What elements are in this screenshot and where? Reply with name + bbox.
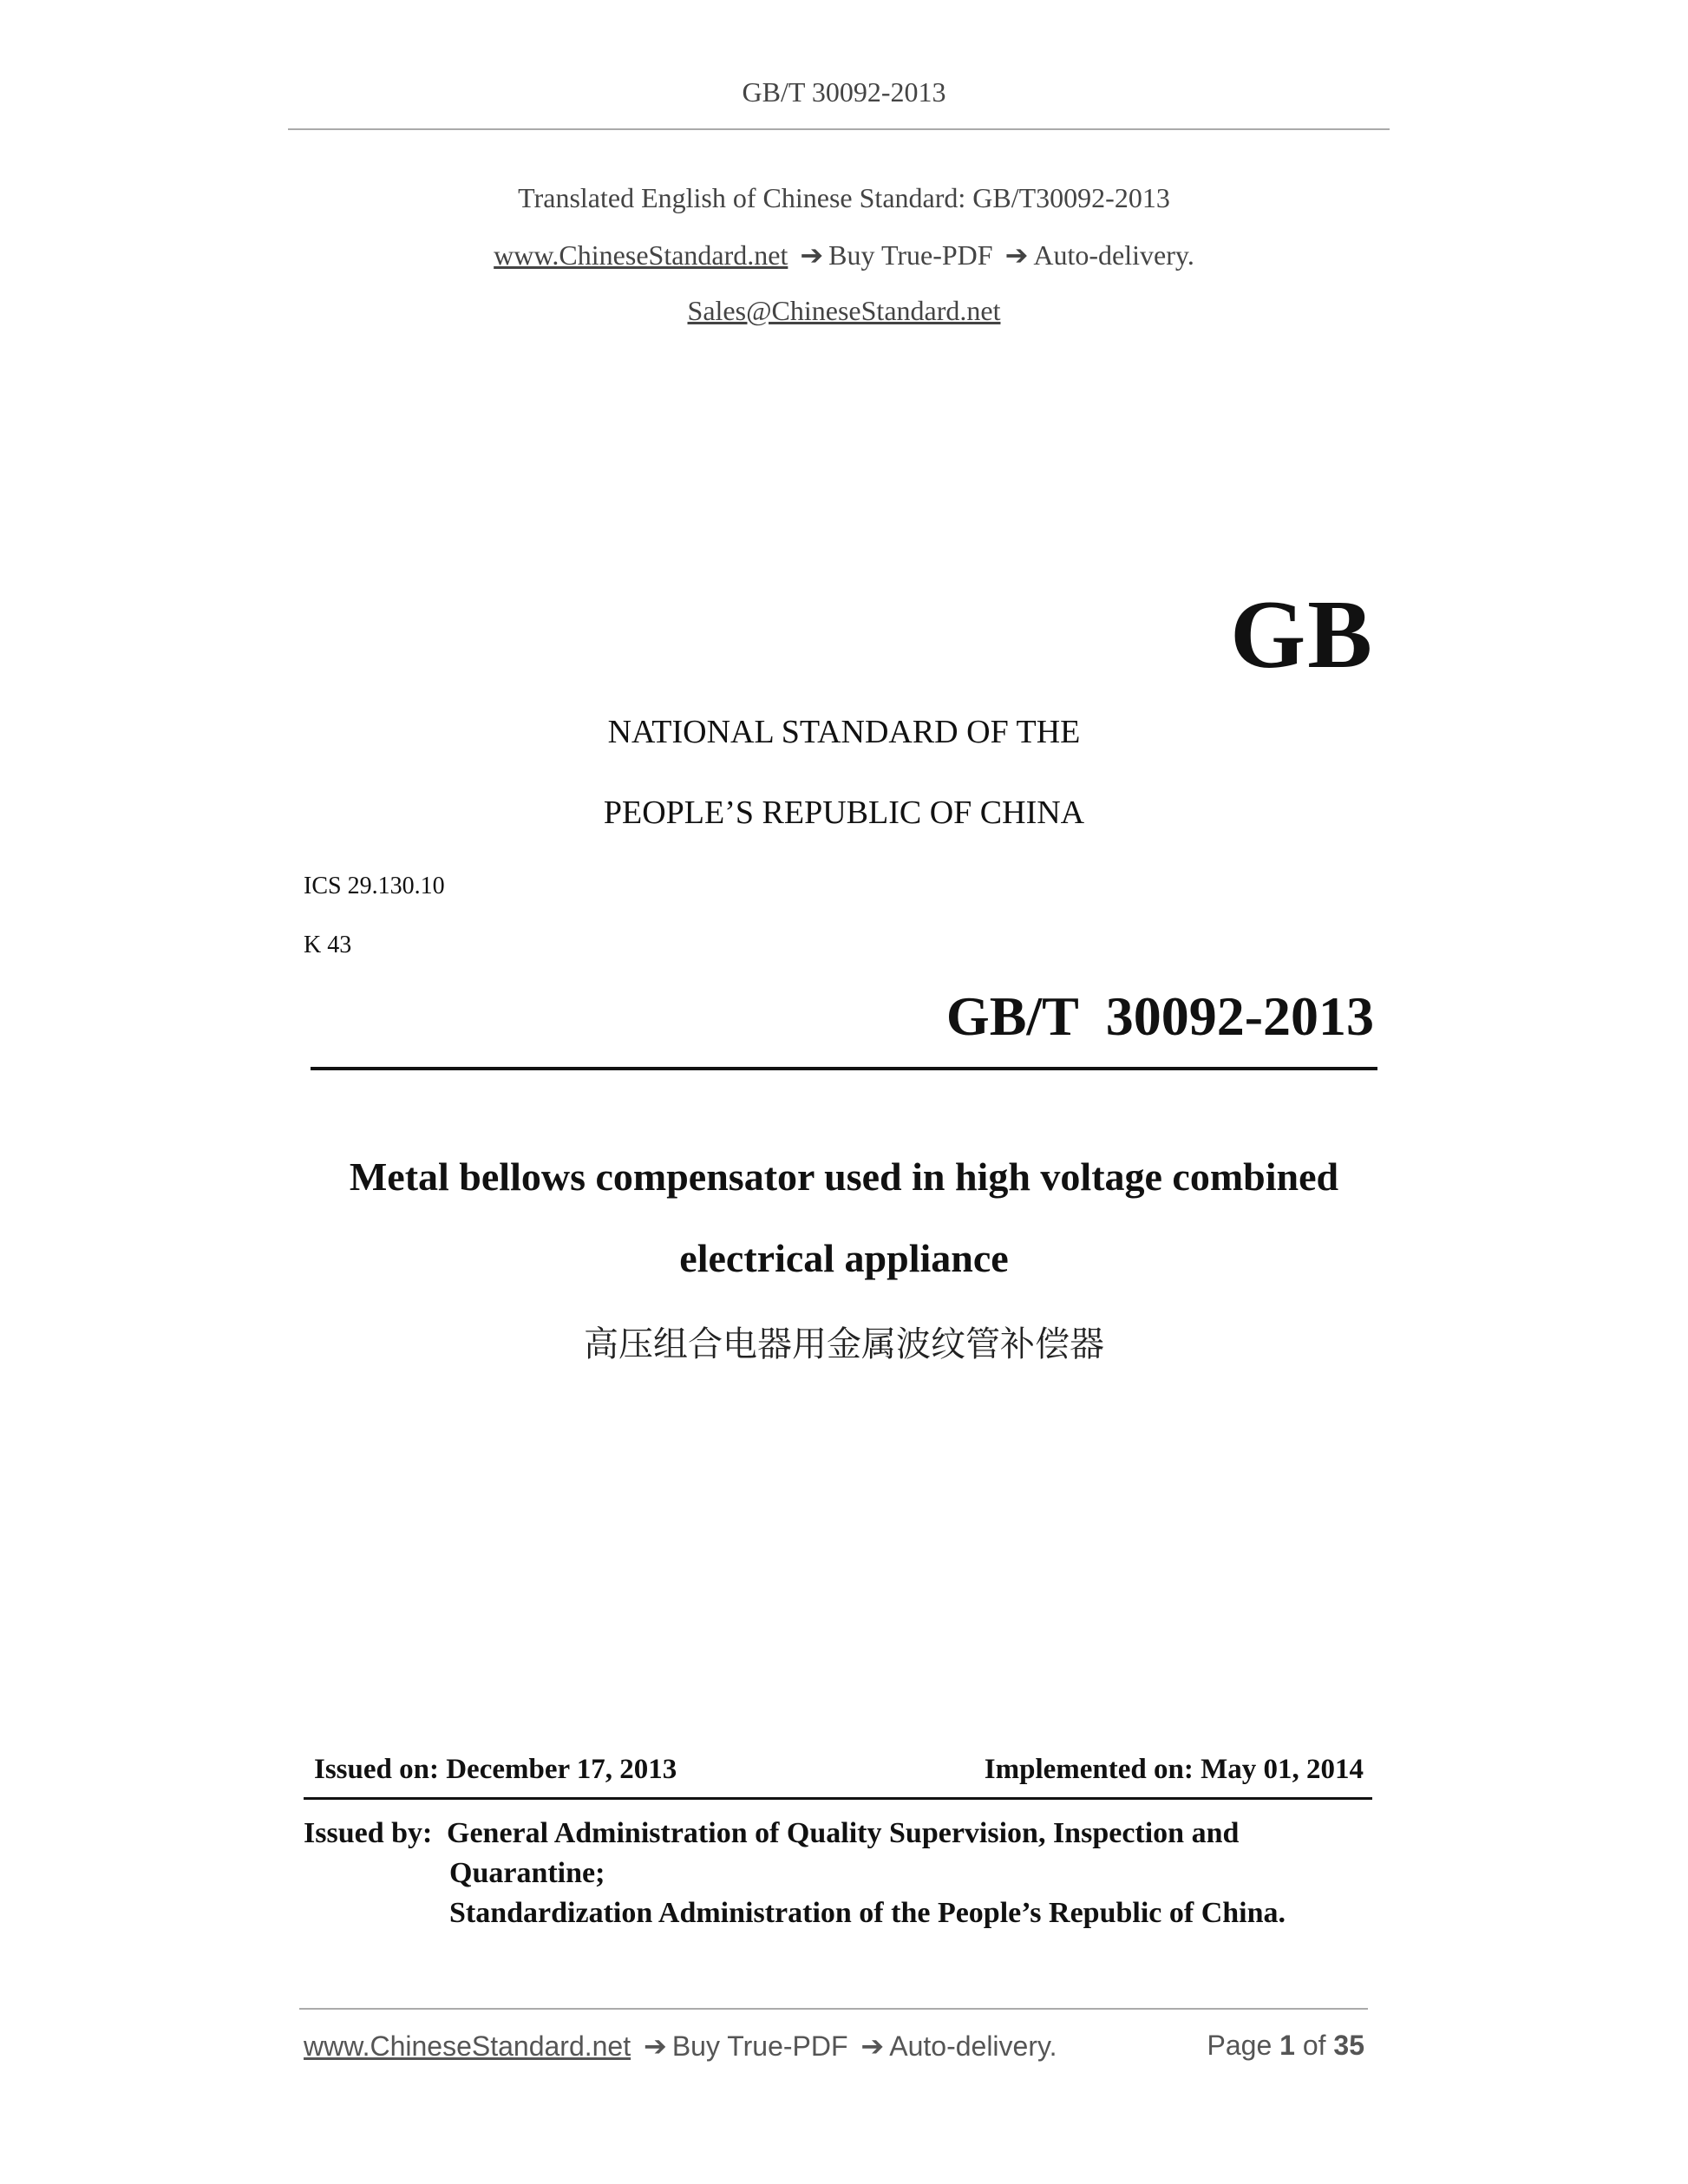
page-current: 1 bbox=[1279, 2030, 1295, 2061]
standard-code: GB/T 30092-2013 bbox=[945, 985, 1374, 1047]
header-divider bbox=[288, 128, 1390, 130]
right-arrow-icon: ➔ bbox=[860, 2030, 885, 2062]
email-link[interactable]: Sales@ChineseStandard.net bbox=[687, 295, 1001, 326]
classification-code: K 43 bbox=[304, 932, 352, 958]
issued-by-line3: Standardization Administration of the People’s Republic of China. bbox=[449, 1897, 1286, 1929]
dates-underline bbox=[304, 1797, 1372, 1800]
title-line2: electrical appliance bbox=[679, 1236, 1009, 1280]
right-arrow-icon: ➔ bbox=[1004, 239, 1029, 271]
email-line bbox=[0, 295, 1688, 327]
gb-logo: GB bbox=[1230, 581, 1374, 689]
purchase-line bbox=[0, 239, 1688, 271]
national-standard-line1: NATIONAL STANDARD OF THE bbox=[607, 714, 1081, 750]
footer-delivery-text: Auto-delivery. bbox=[889, 2030, 1057, 2062]
right-arrow-icon: ➔ bbox=[800, 239, 824, 271]
page-indicator bbox=[1207, 2030, 1364, 2062]
footer-divider bbox=[299, 2008, 1368, 2010]
issued-by-label: Issued by: bbox=[304, 1817, 433, 1849]
running-header: GB/T 30092-2013 bbox=[742, 76, 946, 108]
ics-code: ICS 29.130.10 bbox=[304, 873, 445, 899]
page-total: 35 bbox=[1333, 2030, 1364, 2061]
code-underline bbox=[311, 1067, 1377, 1070]
right-arrow-icon: ➔ bbox=[644, 2030, 667, 2062]
national-standard-line2: PEOPLE’S REPUBLIC OF CHINA bbox=[603, 794, 1085, 831]
issued-on: Issued on: December 17, 2013 bbox=[314, 1754, 677, 1785]
translation-note: Translated English of Chinese Standard: GB/T30092-2013 bbox=[518, 182, 1170, 213]
website-link[interactable]: www.ChineseStandard.net bbox=[494, 239, 788, 271]
page-label: Page bbox=[1207, 2030, 1273, 2061]
page-of: of bbox=[1302, 2030, 1326, 2061]
footer-purchase-line bbox=[304, 2030, 1057, 2063]
delivery-text: Auto-delivery. bbox=[1033, 239, 1194, 271]
footer-buy-text: Buy True-PDF bbox=[671, 2030, 848, 2062]
implemented-on: Implemented on: May 01, 2014 bbox=[984, 1754, 1364, 1785]
title-chinese: 高压组合电器用金属波纹管补偿器 bbox=[584, 1324, 1104, 1364]
footer-website-link[interactable]: www.ChineseStandard.net bbox=[304, 2030, 631, 2062]
issued-by-line2: Quarantine; bbox=[449, 1857, 605, 1889]
issued-by-line1: General Administration of Quality Supervision, Inspection and bbox=[447, 1817, 1240, 1849]
buy-link-text: Buy True-PDF bbox=[828, 239, 993, 271]
title-line1: Metal bellows compensator used in high voltage combined bbox=[349, 1154, 1339, 1199]
